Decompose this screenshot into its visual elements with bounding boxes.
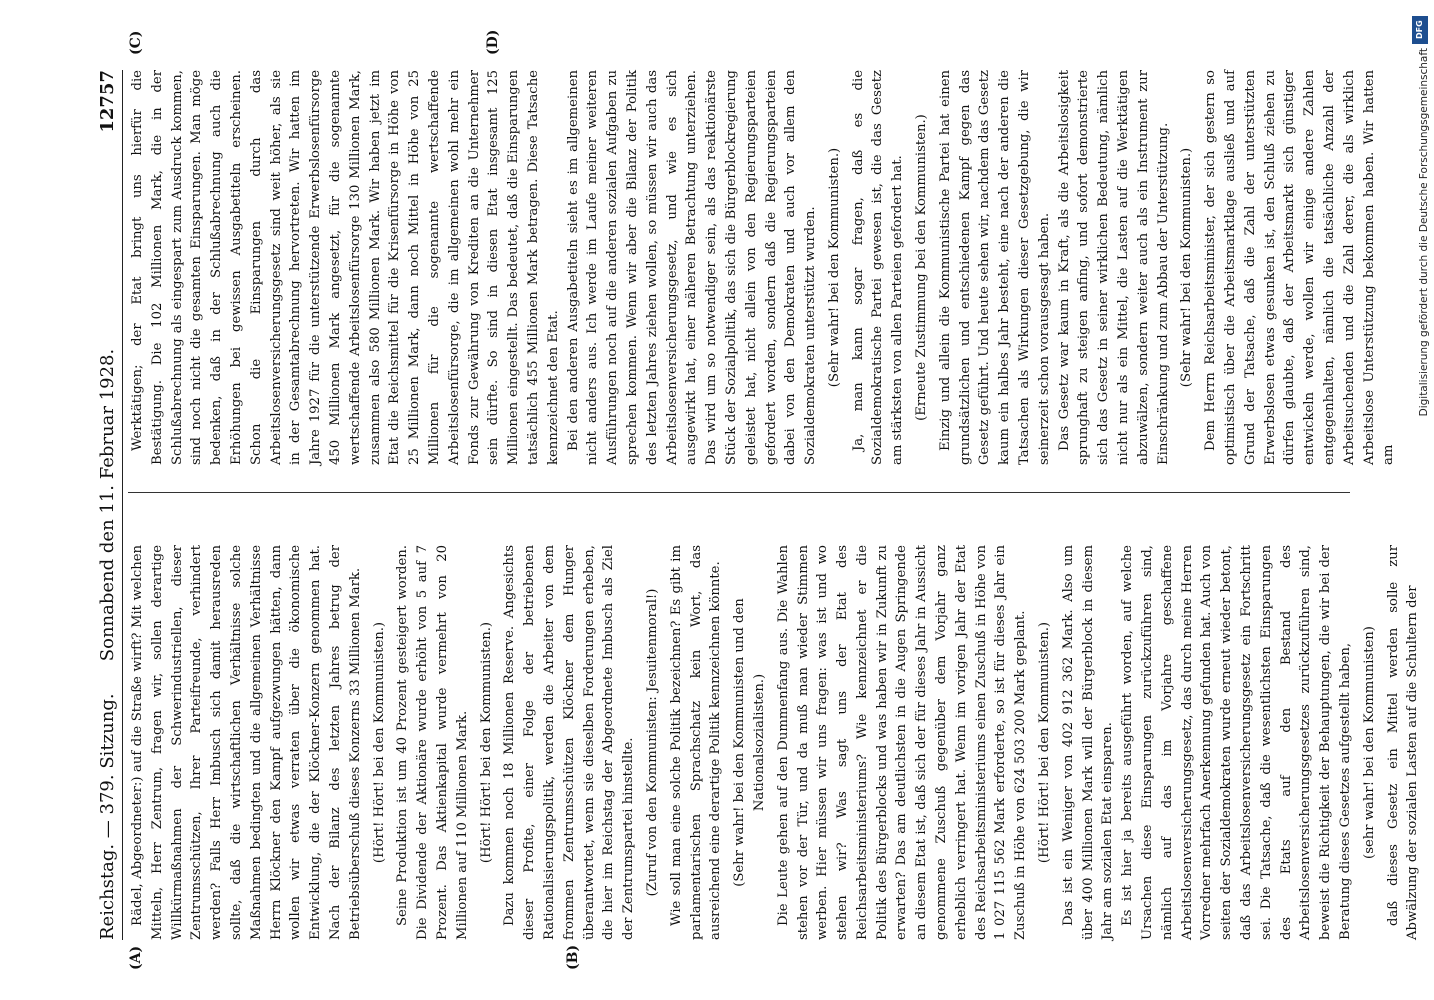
paragraph: Wie soll man eine solche Politik bezeichnen? Es gibt im parlamentarischen Sprachschatz kein Wort, das ausreichend eine derartige Politik kennzeichnen könnte.: [668, 545, 724, 940]
left-column: [128, 545, 1421, 940]
paragraph: Das Gesetz war kaum in Kraft, als die Arbeitslosigkeit sprunghaft zu steigen anfing, und sofort demonstrierte sich das Gesetz in seiner wirklichen Bedeutung, nämlich nicht nur als ein Mittel, die Lasten auf die Werktätigen abzuwälzen, sondern weiter auch als ein Instrument zur Einschränkung und zum Abbau der Unterstützung.: [1056, 70, 1171, 465]
digitization-credit: [1408, 8, 1430, 988]
margin-marker-d: (D): [485, 29, 501, 55]
paragraph: Es ist hier ja bereits ausgeführt worden, auf welche Ursachen diese Einsparungen zurückzuführen sind, nämlich auf das im Vorjahre geschaffene Arbeitslosenversicherungsgesetz, das durch meine Herren Vorredner mehrfach Anerkennung gefunden hat. Auch von seiten der Sozialdemokraten wurde erneut wieder betont, daß das Arbeitslosenversicherungsgesetz ein Fortschritt sei. Die Tatsache, daß die wesentlichsten Einsparungen des Etats auf den Bestand des Arbeitslosenversicherungsgesetzes zurückzuführen sind, beweist die Richtigkeit der Behauptungen, die wir bei der Beratung dieses Gesetzes aufgestellt haben,: [1120, 545, 1354, 940]
header-date: Sonnabend den 11. Februar 1928.: [97, 348, 118, 662]
margin-marker-c: (C): [128, 30, 144, 55]
interjection: (Hört! Hört! bei den Kommunisten.): [478, 621, 494, 864]
paragraph: Rädel, Abgeordneter:) auf die Straße wirft? Mit welchen Mitteln, Herr Zentrum, fragen wir, sollen derartige Willkürmaßnahmen der Schwerindustriellen, dieser Zentrumsschützen, Ihrer Parteifreunde, verhindert werden? Falls Herr Imbusch sich damit herausreden sollte, daß die wirtschaftlichen Verhältnisse solche Maßnahmen bedingten und die allgemeinen Verhältnisse Herrn Klöckner den Kampf aufgezwungen hätten, dann wollen wir etwas verraten über die ökonomische Entwicklung, die der Klöckner-Konzern genommen hat. Nach der Bilanz des letzten Jahres betrug der Betriebsüberschuß dieses Konzerns 33 Millionen Mark.: [130, 545, 363, 940]
right-column: [128, 70, 1397, 465]
interjection: (Sehr wahr! bei den Kommunisten.): [826, 147, 842, 388]
paragraph: Die Leute gehen auf den Dummenfang aus. Die Wahlen stehen vor der Tür, und da muß man wieder Stimmen werben. Hier müssen wir uns fragen: was ist und wo stehen wir? Was sagt uns der Etat des Reichsarbeitsministeriums? Wie kennzeichnet er die Politik des Bürgerblocks und was haben wir in Zukunft zu erwarten? Das am deutlichsten in die Augen Springende an diesem Etat ist, daß sich der für dieses Jahr in Aussicht genommene Zuschuß gegenüber dem Vorjahr ganz erheblich verringert hat. Wenn im vorigen Jahr der Etat des Reichsarbeitsministeriums einen Zuschuß in Höhe von 1 027 115 562 Mark erforderte, so ist für dieses Jahr ein Zuschuß in Höhe von 624 503 200 Mark geplant.: [775, 545, 1029, 940]
column-divider: [128, 492, 1350, 493]
page-header: [90, 70, 123, 940]
paragraph: Das ist ein Weniger von 402 912 362 Mark. Also um über 400 Millionen Mark will der Bürgerblock in diesem Jahr am sozialen Etat einsparen.: [1060, 545, 1116, 940]
paragraph: Werktätigen; der Etat bringt uns hierfür die Bestätigung. Die 102 Millionen Mark, die in der Schlußabrechnung als eingespart zum Ausdruck kommen, sind noch nicht die gesamten Einsparungen. Man möge bedenken, daß in der Schlußabrechnung auch die Erhöhungen bei gewissen Ausgabetiteln erscheinen. Schon die Einsparungen durch das Arbeitslosenversicherungsgesetz sind weit höher, als sie in der Gesamtabrechnung hervortreten. Wir hatten im Jahre 1927 für die unterstützende Erwerbslosenfürsorge 450 Millionen Mark angesetzt, für die sogenannte wertschaffende Arbeitslosenfürsorge 130 Millionen Mark, zusammen also 580 Millionen Mark. Wir haben jetzt im Etat die Reichsmittel für die Krisenfürsorge in Höhe von 25 Millionen Mark, dann noch Mittel in Höhe von 25 Millionen für die sogenannte wertschaffende Arbeitslosenfürsorge, die im allgemeinen wohl mehr ein Fonds zur Gewährung von Krediten an die Unternehmer sein dürfte. So sind in diesen Etat insgesamt 125 Millionen eingestellt. Das bedeutet, daß die Einsparungen tatsächlich 455 Millionen Mark betragen. Diese Tatsache kennzeichnet den Etat.: [130, 70, 561, 465]
paragraph: Dazu kommen noch 18 Millionen Reserve. Angesichts dieser Profite, einer Folge der betriebenen Rationalisierungspolitik, werden die Arbeiter von dem frommen Zentrumsschützen Klöckner dem Hunger überantwortet, wenn sie dieselben Forderungen erheben, die hier im Reichstag der Abgeordnete Imbusch als Ziel der Zentrumspartei hinstellte.: [502, 545, 637, 940]
margin-marker-a: (A): [128, 945, 144, 970]
paragraph: Seine Produktion ist um 40 Prozent gesteigert worden. Die Dividende der Aktionäre wurde erhöht von 5 auf 7 Prozent. Das Aktienkapital wurde vermehrt von 20 Millionen auf 110 Millionen Mark.: [395, 545, 470, 940]
paragraph: Bei den anderen Ausgabetiteln sieht es im allgemeinen nicht anders aus. Ich werde im Laufe meiner weiteren Ausführungen noch auf die anderen sozialen Aufgaben zu sprechen kommen. Wenn wir aber die Bilanz der Politik des letzten Jahres ziehen wollen, so müssen wir auch das Arbeitslosenversicherungsgesetz, und wie es sich ausgewirkt hat, einer näheren Betrachtung unterziehen. Das wird um so notwendiger sein, als das reaktionärste Stück der Sozialpolitik, das sich die Bürgerblockregierung geleistet hat, nicht allein von den Regierungsparteien gefordert worden, sondern daß die Regierungsparteien dabei von den Demokraten und auch vor allem den Sozialdemokraten unterstützt wurden.: [565, 70, 819, 465]
interjection: (Hört! Hört! bei den Kommunisten.): [1037, 621, 1053, 864]
interjection: (Hört! Hört! bei den Kommunisten.): [371, 621, 387, 864]
page-number: 12757: [97, 70, 118, 133]
interjection: (Sehr wahr! bei den Kommunisten.): [1179, 147, 1195, 388]
paragraph: Einzig und allein die Kommunistische Partei hat einen grundsätzlichen und entschiedenen Kampf gegen das Gesetz geführt. Und heute sehen wir, nachdem das Gesetz kaum ein halbes Jahr besteht, eine nach der anderen die Tatsachen als Wirkungen dieser Gesetzgebung, die wir seinerzeit schon vorausgesagt haben.: [937, 70, 1052, 465]
interjection: (Zuruf von den Kommunisten: Jesuitenmoral!): [644, 588, 660, 897]
interjection: (Erneute Zustimmung bei den Kommunisten.): [914, 114, 930, 421]
header-left: Reichstag. — 379. Sitzung.: [97, 693, 118, 940]
interjection: (Sehr wahr! bei den Kommunisten und den Nationalsozialisten.): [732, 598, 767, 887]
paragraph: daß dieses Gesetz ein Mittel werden solle zur Abwälzung der sozialen Lasten auf die Schultern der: [1385, 545, 1421, 940]
digitization-credit-text: Digitalisierung gefördert durch die Deutsche Forschungsgemeinschaft: [1418, 48, 1430, 417]
paragraph: Ja, man kann sogar fragen, daß es die Sozialdemokratische Partei gewesen ist, die das Gesetz am stärksten von allen Parteien gefordert hat.: [850, 70, 906, 465]
margin-marker-b: (B): [565, 944, 581, 970]
dfg-logo: DFG: [1412, 16, 1428, 44]
interjection: (sehr wahr! bei den Kommunisten): [1361, 626, 1377, 859]
paragraph: Dem Herrn Reichsarbeitsminister, der sich gestern so optimistisch über die Arbeitsmarktlage ausließ und auf Grund der Tatsache, daß die Zahl der unterstützten Erwerbslosen etwas gesunken ist, den Schluß ziehen zu dürfen glaubte, daß der Arbeitsmarkt sich günstiger entwickeln werde, wollen wir einige andere Zahlen entgegenhalten, nämlich die tatsächliche Anzahl der Arbeitsuchenden und die Zahl derer, die als wirklich Arbeitslose Unterstützung bekommen haben. Wir hatten am: [1203, 70, 1397, 465]
